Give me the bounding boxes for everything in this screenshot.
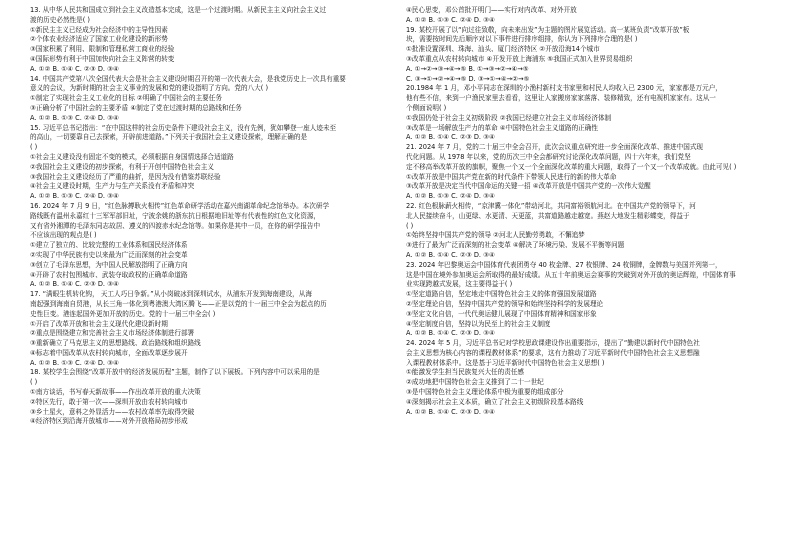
text-line: A. ①② B. ①④ C. ②③ D. ③④ [406,407,495,416]
text-line: ( ) [30,143,38,152]
text-line: ②成功地把中国特色社会主义推到了二十一世纪 [406,378,544,387]
text-line: ④开辟了农村包围城市、武装夺取政权的正确革命道路 [30,270,188,279]
text-line: ①能激发学生担当民族复兴大任的责任感 [406,368,525,377]
text-line: ③改革开放是决定当代中国命运的关键一招 ④改革开放是中国共产党的一次伟大觉醒 [406,182,651,191]
text-line: 南起强到海南自贸港，从长三角一体化到粤港澳大湾区腾飞——正是以党的十一届三中全会为起点的历 [30,299,327,308]
text-line: ②重点是围绕建立和完善社会主义市场经济体制进行部署 [30,329,195,338]
text-line: 这是中国在境外参加奥运会所取得的最好成绩。从五十年前奥运会赛事的突破到对外开放的奥运辉煌，中国体育事 [406,270,736,279]
text-line: ②实现了中华民族有史以来最为广泛而深刻的社会变革 [30,250,188,259]
text-line: ①建立了独立的、比较完整的工业体系和国民经济体系 [30,241,188,250]
text-line: A. ①② B. ①③ C. ②④ D. ③④ [406,192,495,201]
text-line: ④经济特区到沿海开放城市——对外开放格局初步形成 [30,417,188,426]
text-line: 块，需要按时间先后顺序对以下事件进行排序组排，你认为下列排序合理的是( ) [406,35,638,44]
text-line: 24. 2024 年 5 月，习近平总书记对学校思政课建设作出重要指示，提出了“勤建以新时代中国特色社 [406,339,700,348]
text-line: 北人民接续奋斗，山更绿、水更清、天更蓝，共富道路越走越宽。燕赵大地发生精彩蝶变，得益于 [406,211,690,220]
text-line: 13. 从中华人民共和国成立到社会主义改造基本完成，这是一个过渡时期。从新民主主义向社会主义过 [30,6,327,14]
text-line: ( ) [406,221,414,230]
text-line: ③创立了毛泽东思想，为中国人民解放指明了正确方向 [30,260,188,269]
text-line: 16. 2024 年 7 月 9 日，“红色脉搏耿火相传”红色革命研学活动在嘉兴南湖革命纪念馆举办。本次研学 [30,201,330,210]
text-line: 19. 某校开展了以“向过往致敬，向未来出发”为主题的图片展览活动。高一某班负责“改革开放”板 [406,25,690,34]
text-line: ①新民主主义已经成为社会经济中的主导性因素 [30,25,168,34]
text-line: A. ①② B. ①③ C. ②④ D. ③④ [406,15,495,24]
text-line: 定不移高举改革开放的旗帜，聚焦一个又一个全面深化改革的重大问题，取得了一个又一个改革成就。由此可见( ) [406,162,737,171]
text-line: 个侧面说明( ) [406,103,447,112]
text-line: 21. 2024 年 7 月，党的二十届三中全会召开，此次会议重点研究进一步全面深化改革、推进中国式现 [406,143,704,152]
text-line: A. ①② B. ①④ C. ②③ D. ③④ [406,329,495,338]
text-line: ④标志着中国改革从农村转向城市，全面改革逐步展开 [30,348,188,357]
text-line: ③乡土星火，意料之外显活力——农村改革率先取得突破 [30,407,195,416]
text-line: 他有些不信，来到一户渔民家里去看看，这里让人家搬房家家落落、装修精致，还有电视机家家有。这从一 [406,94,716,103]
text-line: A. ①② B. ①③ C. ②④ D. ③④ [30,113,119,122]
text-line: 又有省外湘潭的毛泽东同志故居、遵义的四渡赤水纪念馆等。如果你是其中一员，在你的研学报告中 [30,221,321,230]
text-line: ①始终坚持中国共产党的领导 ②河北人民勤劳勇敢，不懈追梦 [406,231,585,240]
text-line: ③重新确立了马克思主义的思想路线、政治路线和组织路线 [30,339,201,348]
text-line: ②特区先行，敢于第一次——深圳开放由农村转向城市 [30,397,188,406]
text-line: ( ) [30,378,38,387]
text-line: 路线既有温州永嘉红十三军军部旧址，宁波余姚的浙东抗日根据地旧址等有代表性的红色文化资源， [30,211,321,220]
text-line: A. ①② B. ①④ C. ②③ D. ③④ [406,250,495,259]
text-line: 15. 习近平总书记指出：“在中国这样的社会历史条件下建设社会主义，没有先例，犹如攀登一座人迹未至 [30,123,337,132]
text-line: 22. 红色根脉薪火相传，“京津冀一体化”带动河北，共同富裕领航河北。在中国共产党的领导下，河 [406,201,696,210]
text-line: ③国家积累了利用、限制和管理私营工商业的经验 [30,45,175,54]
text-line: ④民心思变，邓公首批开明门——实行对内改革、对外开放 [406,6,577,14]
text-line: ③改革是一场解放生产力的革命 ④中国特色社会主义道路的正确性 [406,123,598,132]
text-line: ④深刻揭示社会主义本质，确立了社会主义初级阶段基本路线 [406,397,584,406]
text-line: ②坚定理论自信，坚持中国共产党的领导和始终坚持科学的发展理论 [406,299,604,308]
text-line: A. ①② B. ①④ C. ②③ D. ③④ [30,280,119,289]
text-line: 会主义思想为核心内容的课程教材体系”的要求，这有力推动了习近平新时代中国特色社会主义思想融 [406,348,700,357]
text-line: ③进行了最为广泛而深刻的社会变革 ④解决了环境污染、发展不平衡等问题 [406,241,625,250]
text-line: 不应该出现的观点是( ) [30,231,97,240]
text-line: ②我国社会主义建设的初步探索，有利于开创中国特色社会主义 [30,162,214,171]
text-line: 23. 2024 年巴黎奥运会中国体育代表团勇夺 40 枚金牌、27 枚银牌、24 枚铜牌，金牌数与美国并列第一， [406,260,722,269]
right-column [406,6,772,417]
text-line: ④社会主义建设时期，生产力与生产关系没有矛盾和冲突 [30,182,195,191]
text-line: 的高山，一切要靠自己去探索，开辟前进道路。”下列关于我国社会主义建设探索，理解正确的是 [30,133,308,142]
text-line: A. ①② B. ①③ C. ②④ D. ③④ [30,192,119,201]
text-line: ②个体农业经济适应了国家工业化建设的新形势 [30,35,168,44]
text-line: 入课程教材体系中。这是基于习近平新时代中国特色社会主义思想( ) [406,358,605,367]
text-line: ④国际形势有利于中国加快向社会主义阵营的转变 [30,54,175,63]
text-line: C. ③→①→②→④→⑤ D. ③→①→④→②→⑤ [406,74,530,83]
text-line: 20.1984 年 1 月，邓小平同志在深圳的小渔村新村支书家里和村民人均收入已 2300 元，家家都是万元户， [406,84,722,93]
text-line: 史性巨变。港连起国外更加开放的历史。党的十一届三中全会( ) [30,309,216,318]
text-line: ①我国仍处于社会主义初级阶段 ②我国已经建立社会主义市场经济体制 [406,113,612,122]
text-line: ①开启了改革开放和社会主义现代化建设新时期 [30,319,168,328]
text-line: A. ①→②→③→④→⑤ B. ①→③→②→④→⑤ [406,64,529,73]
text-line: ③正确分析了中国社会的主要矛盾 ④制定了党在过渡时期的总路线和任务 [30,103,242,112]
text-line: ①南方谈话，书写春天新故事——作出改革开放的重大决策 [30,388,201,397]
text-line: ③改革重点从农村转向城市 ④开发开放上海浦东 ⑤我国正式加入世界贸易组织 [406,54,633,63]
text-line: ③我国社会主义建设经历了严重的曲折，是因为没有借鉴苏联经验 [30,172,221,181]
text-line: 意义的会议，为新时期的社会主义事业的发展和党的建设指明了方向。党的八大( ) [30,84,269,93]
text-line: A. ①② B. ①④ C. ②③ D. ③④ [30,64,119,73]
text-line: ③坚定文化自信，一代代奥运健儿展现了中国体育精神和国家形象 [406,309,597,318]
text-line: 18. 某校学生会围绕“改革开放中的经济发展历程”主题，制作了以下展板。下列内容中可以采用的是 [30,368,320,377]
text-line: ①社会主义建设没有固定不变的模式，必须根据自身国情选择合适道路 [30,152,234,161]
left-column [30,6,382,427]
text-line: ①坚定道路自信，坚定地走中国特色社会主义的体育强国发展道路 [406,290,597,299]
text-line: A. ①② B. ①③ C. ②④ D. ③④ [30,358,119,367]
text-line: ③是中国特色社会主义理论体系中极为重要的组成部分 [406,388,564,397]
text-line: 17. “满眼生机转化钩， 天工人巧日争新。”从小岗破冰到深圳试水，从浦东开发到海南建设，从海 [30,290,312,299]
text-line: ①批准设置深圳、珠海、汕头、厦门经济特区 ②开放沿海14个城市 [406,45,600,54]
text-line: 渡的历史必然性是( ) [30,15,90,24]
text-line: 14. 中国共产党第八次全国代表大会是社会主义建设时期召开的第一次代表大会，是我党历史上一次具有重要 [30,74,346,83]
text-line: 业实现跨越式发展，这主要得益于( ) [406,280,513,289]
text-line: A. ①② B. ①④ C. ②③ D. ③④ [406,133,495,142]
text-line: ④坚定制度自信，坚持以为民至上的社会主义制度 [406,319,551,328]
text-line: ①制定了实现社会主义工业化的目标 ②明确了中国社会的主要任务 [30,94,222,103]
text-line: 代化问题。从 1978 年以来，党的历次三中全会都研究讨论深化改革问题，四十六年来，我们党坚 [406,152,691,161]
text-line: ①改革开放是中国共产党在新的时代条件下带领人民进行的新的伟大革命 [406,172,617,181]
